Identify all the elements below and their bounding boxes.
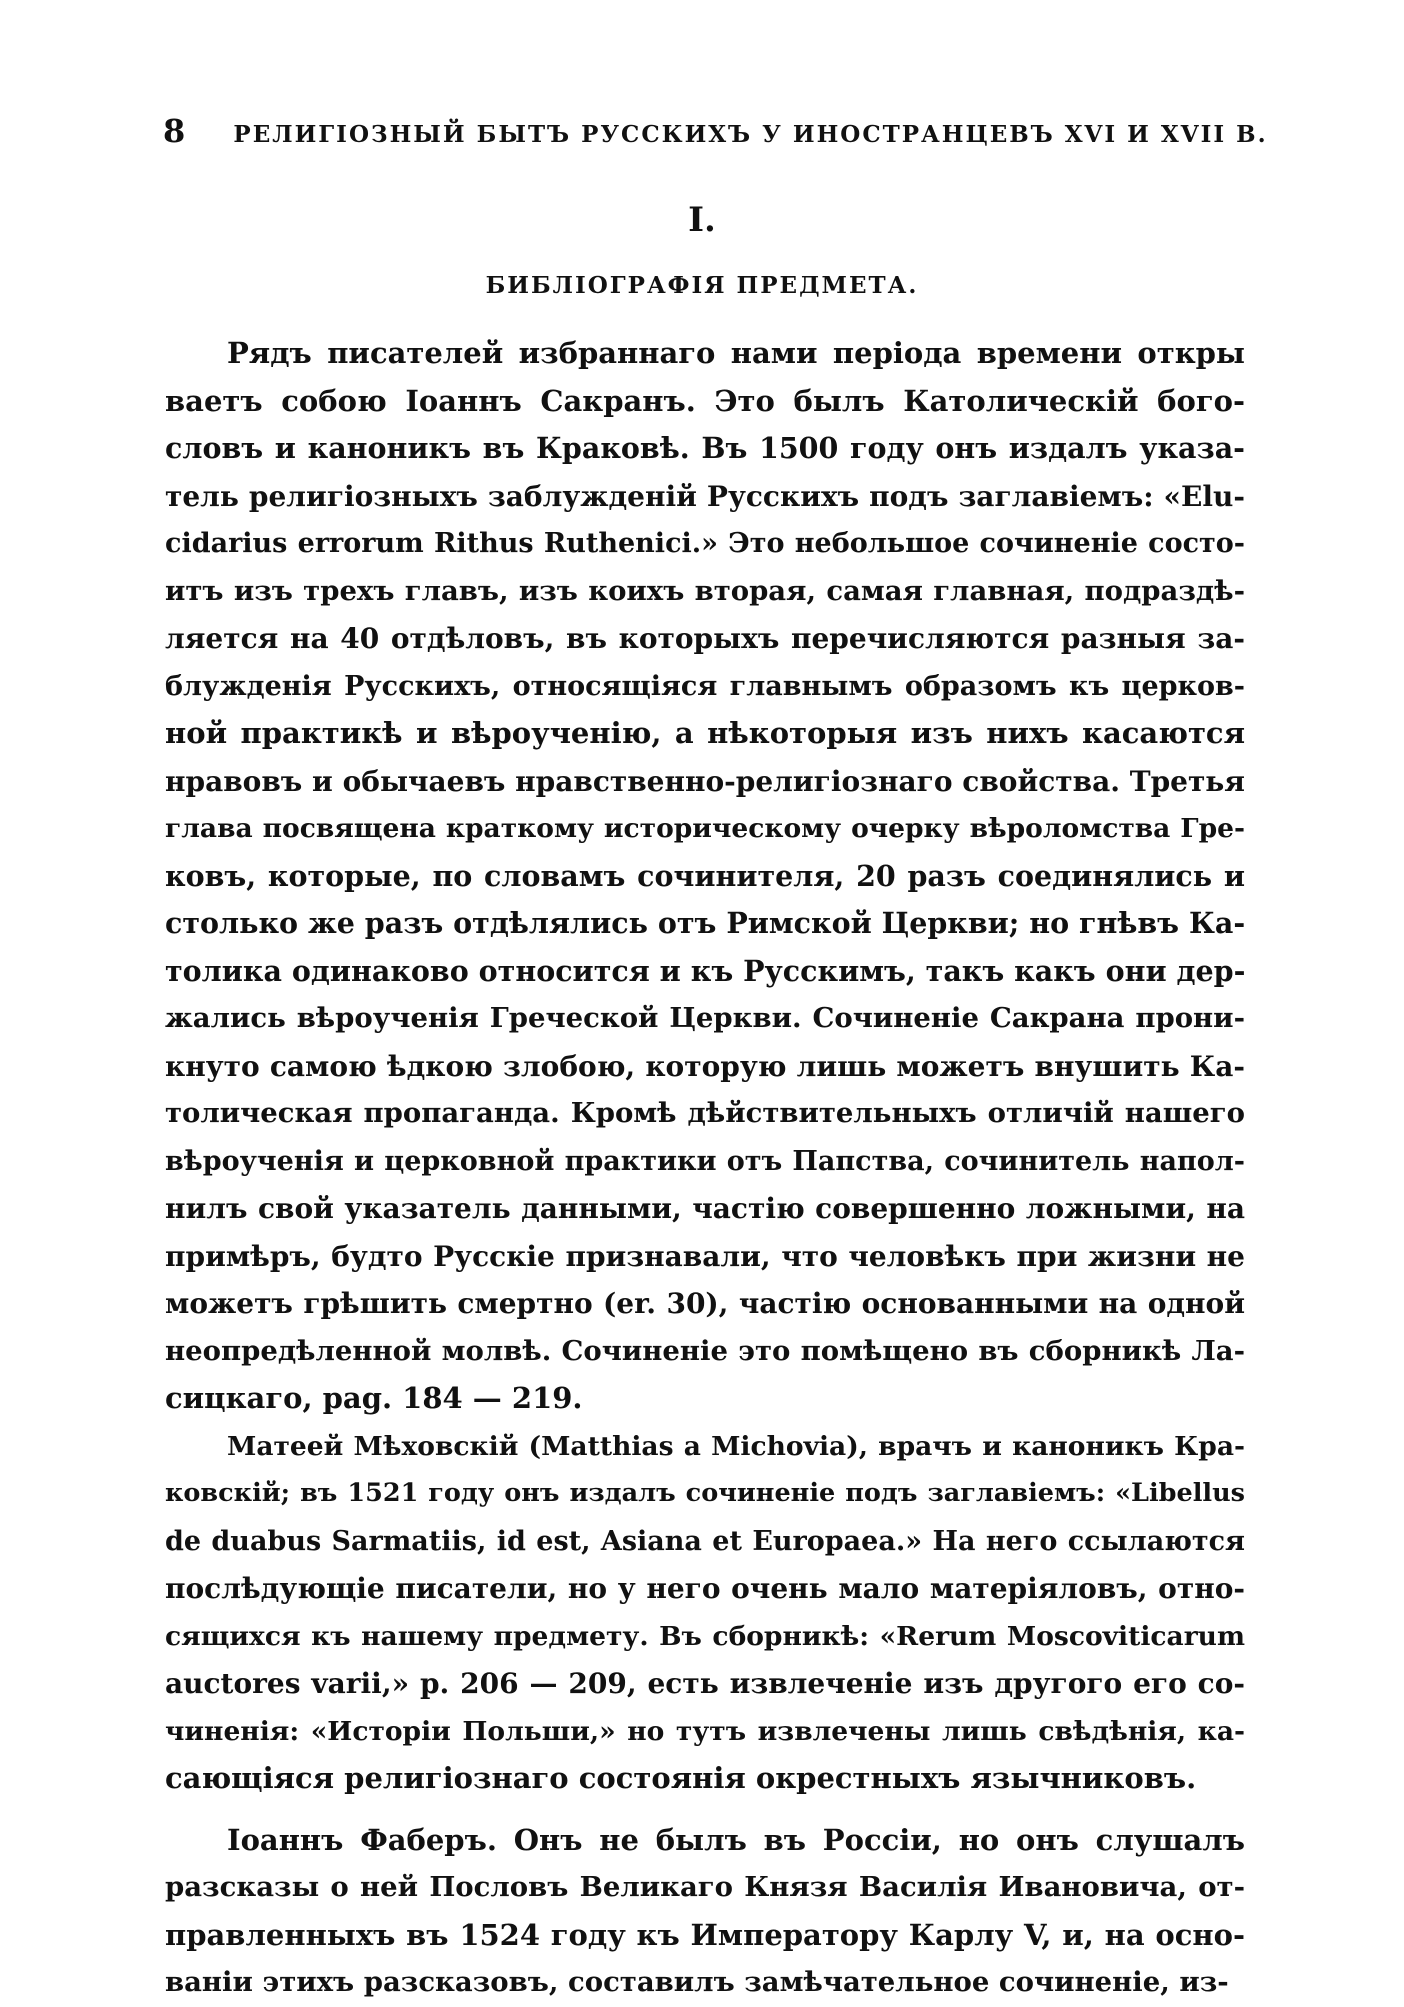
text-line: сающіяся религіознаго состоянія окрестныхъ язычниковъ. <box>165 1761 1197 1795</box>
paragraph <box>165 1817 1245 2007</box>
text-line: Іоаннъ Фаберъ. Онъ не былъ въ Россіи, но онъ слушалъ <box>227 1822 1245 1857</box>
text-line: de duabus Sarmatiis, id est, Asiana et Europaea.» На него ссылаются <box>165 1525 1245 1557</box>
chapter-title: БИБЛІОГРАФІЯ ПРЕДМЕТА. <box>485 272 919 299</box>
page-number: 8 <box>163 112 187 150</box>
paragraph <box>165 1423 1245 1803</box>
text-line: сящихся къ нашему предмету. Въ сборникѣ: «Rerum Moscoviticarum <box>165 1620 1245 1652</box>
running-head <box>163 112 1268 150</box>
text-line: ной практикѣ и вѣроученію, а нѣкоторыя изъ нихъ касаются <box>165 716 1245 750</box>
paragraph <box>165 330 1245 1423</box>
text-line: итъ изъ трехъ главъ, изъ коихъ вторая, самая главная, подраздѣ- <box>165 574 1245 607</box>
text-line: вѣроученія и церковной практики отъ Папства, сочинитель напол- <box>165 1145 1245 1177</box>
text-line: ляется на 40 отдѣловъ, въ которыхъ перечисляются разныя за- <box>165 622 1245 655</box>
text-line: сицкаго, pag. 184 — 219. <box>165 1381 583 1415</box>
text-line: чиненія: «Исторіи Польши,» но тутъ извлечены лишь свѣдѣнія, ка- <box>165 1715 1245 1747</box>
text-line: жались вѣроученія Греческой Церкви. Сочиненіе Сакрана прони- <box>165 1002 1245 1034</box>
paragraph-spacer <box>165 1803 1245 1817</box>
text-line: auctores varii,» p. 206 — 209, есть извлеченіе изъ другого его со- <box>165 1667 1245 1700</box>
text-line: ваніи этихъ разсказовъ, составилъ замѣчательное сочиненіе, из- <box>165 1966 1229 1998</box>
text-line: толическая пропаганда. Кромѣ дѣйствительныхъ отличій нашего <box>165 1097 1245 1129</box>
text-line: ковъ, которые, по словамъ сочинителя, 20 разъ соединялись и <box>165 858 1245 893</box>
text-line: примѣръ, будто Русскіе признавали, что человѣкъ при жизни не <box>165 1239 1245 1273</box>
text-line: блужденія Русскихъ, относящіяся главнымъ образомъ къ церков- <box>165 670 1245 702</box>
text-line: послѣдующіе писатели, но у него очень мало матеріяловъ, отно- <box>165 1572 1245 1605</box>
text-line: столько же разъ отдѣлялись отъ Римской Церкви; но гнѣвъ Ка- <box>165 906 1246 940</box>
text-line: кнуто самою ѣдкою злобою, которую лишь можетъ внушить Ка- <box>165 1049 1245 1083</box>
text-line: Матеей Мѣховскій (Matthias a Michovia), врачъ и каноникъ Кра- <box>227 1430 1245 1462</box>
text-line: разсказы о ней Пословъ Великаго Князя Василія Ивановича, от- <box>165 1871 1245 1903</box>
text-line: толика одинаково относится и къ Русскимъ, такъ какъ они дер- <box>165 953 1246 988</box>
text-line: ковскій; въ 1521 году онъ издалъ сочиненіе подъ заглавіемъ: «Libellus <box>165 1478 1245 1508</box>
text-line: можетъ грѣшить смертно (er. 30), частію основанными на одной <box>165 1287 1245 1320</box>
text-line: глава посвящена краткому историческому очерку вѣроломства Гре- <box>165 813 1245 844</box>
text-line: cidarius errorum Rithus Ruthenici.» Это небольшое сочиненіе состо- <box>165 528 1245 559</box>
text-line: нравовъ и обычаевъ нравственно-религіознаго свойства. Третья <box>165 764 1245 798</box>
text-line: тель религіозныхъ заблужденій Русскихъ подъ заглавіемъ: «Elu- <box>165 479 1245 513</box>
text-line: ваетъ собою Іоаннъ Сакранъ. Это былъ Католическій бого- <box>165 383 1245 418</box>
chapter-number: I. <box>688 200 716 240</box>
text-line: нилъ свой указатель данными, частію совершенно ложными, на <box>165 1192 1245 1225</box>
text-line: словъ и каноникъ въ Краковѣ. Въ 1500 году онъ издалъ указа- <box>165 431 1245 465</box>
text-line: неопредѣленной молвѣ. Сочиненіе это помѣщено въ сборникѣ Ла- <box>165 1334 1245 1367</box>
running-head-title: РЕЛИГІОЗНЫЙ БЫТЪ РУССКИХЪ У ИНОСТРАНЦЕВЪ XVI И XVII В. <box>233 121 1268 148</box>
text-line: Рядъ писателей избраннаго нами періода времени откры <box>227 336 1245 370</box>
text-line: правленныхъ въ 1524 году къ Императору Карлу V, и, на осно- <box>165 1917 1245 1952</box>
body-text <box>165 330 1245 2007</box>
